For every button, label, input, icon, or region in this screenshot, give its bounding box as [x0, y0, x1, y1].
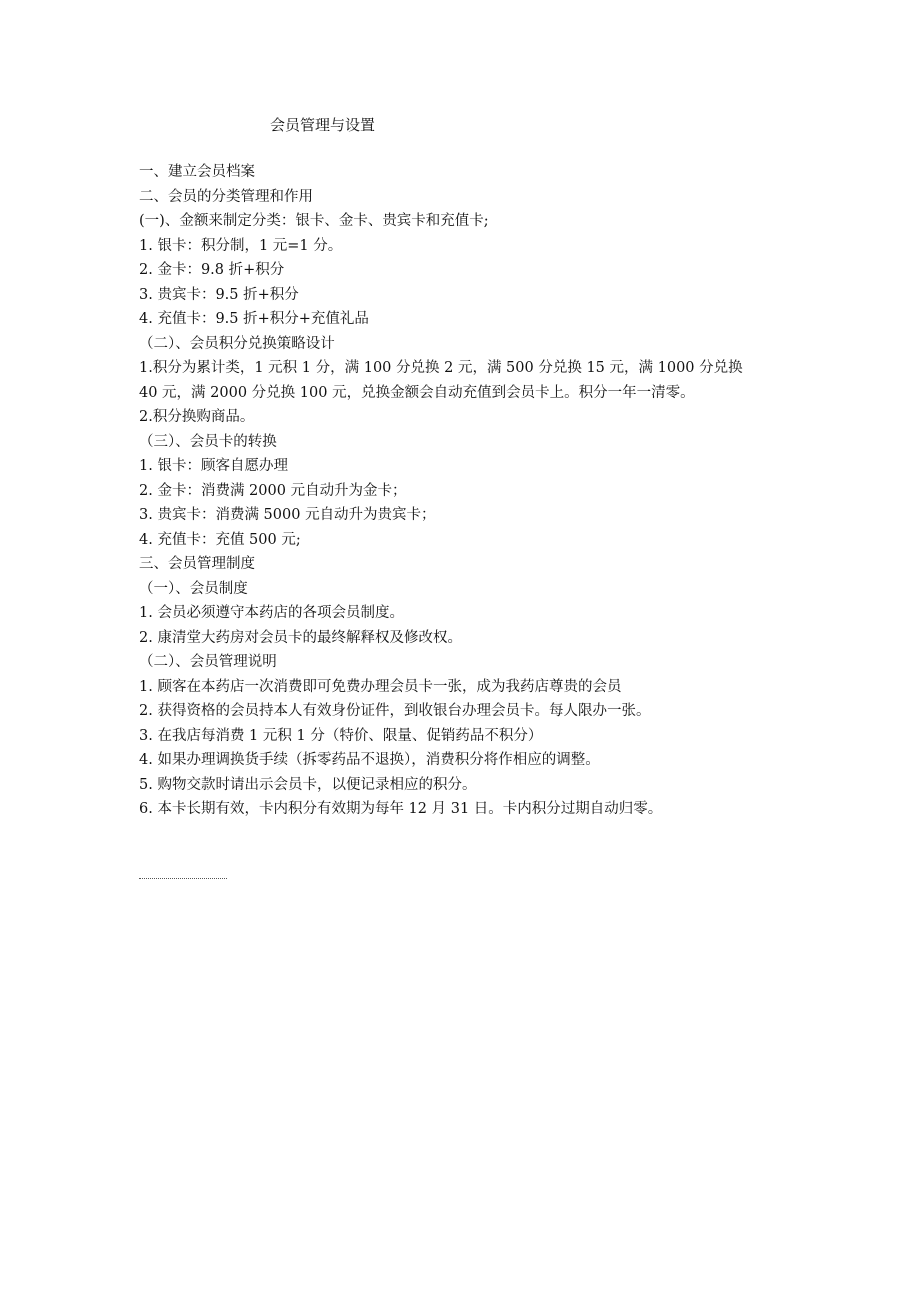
- section-heading: 二、会员的分类管理和作用: [139, 188, 313, 205]
- document-body: [139, 160, 789, 822]
- list-item: 1. 银卡：顾客自愿办理: [139, 458, 288, 474]
- subsection-heading: (一)、金额来制定分类：银卡、金卡、贵宾卡和充值卡;: [139, 213, 489, 229]
- list-item: 5. 购物交款时请出示会员卡，以便记录相应的积分。: [139, 776, 477, 793]
- list-item: 2. 金卡：消费满 2000 元自动升为金卡；: [139, 482, 407, 499]
- document-title: 会员管理与设置: [270, 116, 376, 134]
- list-item: 4. 充值卡：9.5 折+积分+充值礼品: [139, 311, 369, 327]
- list-item: 6. 本卡长期有效，卡内积分有效期为每年 12 月 31 日。卡内积分过期自动归零。: [139, 801, 663, 817]
- list-item: 1. 会员必须遵守本药店的各项会员制度。: [139, 605, 404, 621]
- list-item: 1. 顾客在本药店一次消费即可免费办理会员卡一张，成为我药店尊贵的会员: [139, 678, 622, 695]
- list-item: 3. 在我店每消费 1 元积 1 分（特价、限量、促销药品不积分）: [139, 727, 543, 744]
- list-item: 1. 银卡：积分制，1 元=1 分。: [139, 237, 343, 254]
- section-heading: 一、建立会员档案: [139, 164, 255, 180]
- footer-divider: [139, 878, 227, 879]
- subsection-heading: （二）、会员管理说明: [139, 654, 277, 670]
- list-item: 2. 获得资格的会员持本人有效身份证件，到收银台办理会员卡。每人限办一张。: [139, 703, 651, 719]
- list-item: 4. 如果办理调换货手续（拆零药品不退换），消费积分将作相应的调整。: [139, 752, 600, 768]
- list-item: 4. 充值卡：充值 500 元;: [139, 531, 301, 548]
- list-item: 3. 贵宾卡：消费满 5000 元自动升为贵宾卡；: [139, 507, 436, 523]
- list-item: 2. 金卡：9.8 折+积分: [139, 262, 285, 278]
- subsection-heading: （一）、会员制度: [139, 580, 248, 597]
- subsection-heading: （二）、会员积分兑换策略设计: [139, 335, 335, 352]
- list-item: 2.积分换购商品。: [139, 409, 255, 425]
- list-item: 3. 贵宾卡：9.5 折+积分: [139, 286, 299, 303]
- paragraph-line: 1.积分为累计类，1 元积 1 分，满 100 分兑换 2 元，满 500 分兑换 15 元，满 1000 分兑换: [139, 360, 743, 376]
- paragraph-line: 40 元，满 2000 分兑换 100 元，兑换金额会自动充值到会员卡上。积分一年一清零。: [139, 384, 695, 401]
- subsection-heading: （三）、会员卡的转换: [139, 433, 277, 450]
- list-item: 2. 康清堂大药房对会员卡的最终解释权及修改权。: [139, 629, 462, 646]
- section-heading: 三、会员管理制度: [139, 556, 255, 572]
